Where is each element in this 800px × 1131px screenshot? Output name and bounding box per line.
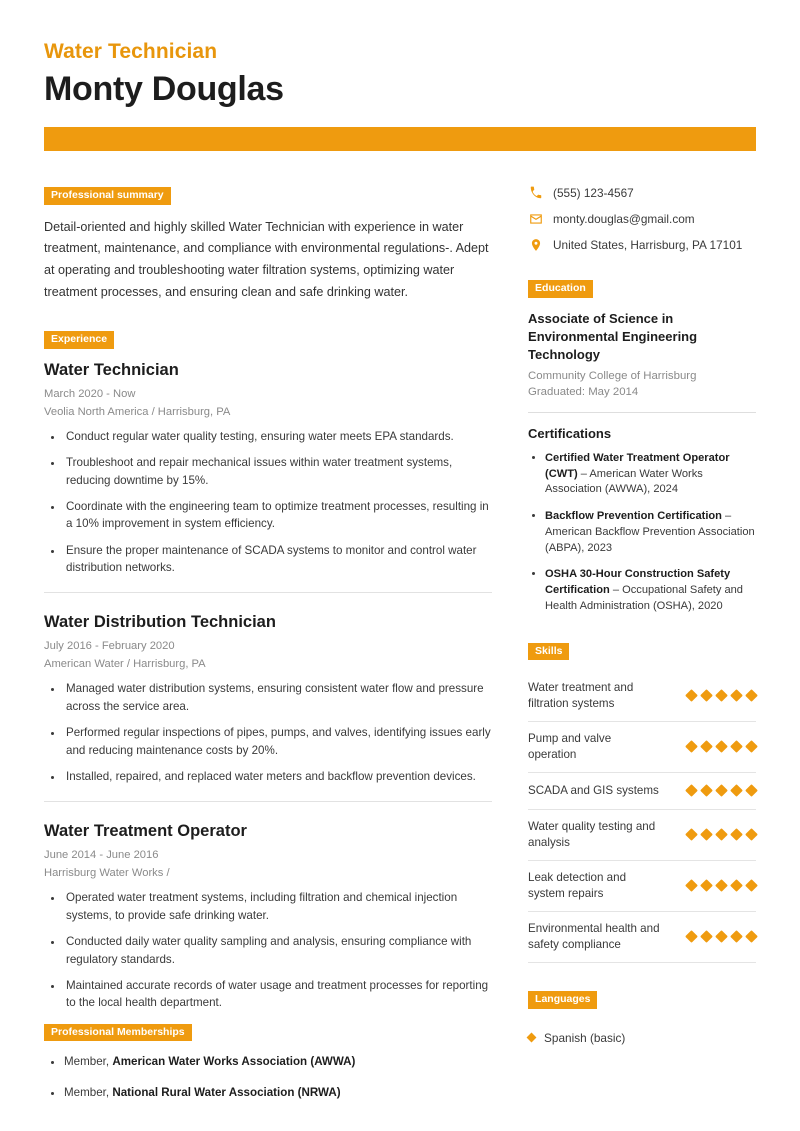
- location-pin-icon: [528, 237, 543, 252]
- experience-entry: [44, 361, 492, 577]
- education-graduated: Graduated: May 2014: [528, 385, 639, 398]
- diamond-icon: [745, 828, 758, 841]
- diamond-icon: [730, 930, 743, 943]
- certification-name: Backflow Prevention Certification: [545, 510, 722, 523]
- list-item: • Performed regular inspections of pipes, pumps, and valves, identifying issues early and reducing maintenance costs by 20%.: [64, 724, 492, 759]
- summary-text: Detail-oriented and highly skilled Water Technician with experience in water treatment, maintenance, and compliance with environmental regulations-. Adept at operating and troubleshooting water filtration systems, optimizing water treatment processes, and ensuring clean and safe drinking water.: [44, 219, 489, 299]
- section-label-summary: Professional summary: [44, 187, 171, 205]
- diamond-icon: [745, 784, 758, 797]
- language-row: [528, 1031, 756, 1045]
- header-full-name: Monty Douglas: [44, 70, 284, 108]
- list-item: • Ensure the proper maintenance of SCADA systems to monitor and control water distribution networks.: [64, 542, 492, 577]
- skill-rating: [681, 687, 756, 705]
- diamond-icon: [745, 930, 758, 943]
- experience-company: Veolia North America / Harrisburg, PA: [44, 405, 231, 418]
- certification-detail: – Occupational Safety and Health Administration (OSHA), 2020: [545, 584, 743, 612]
- experience-company: American Water / Harrisburg, PA: [44, 658, 206, 671]
- skill-row: [528, 861, 756, 912]
- diamond-icon: [700, 930, 713, 943]
- diamond-icon: [745, 740, 758, 753]
- language-name: Spanish (basic): [544, 1030, 626, 1045]
- resume-header: [44, 40, 756, 151]
- diamond-icon: [700, 879, 713, 892]
- diamond-icon: [715, 740, 728, 753]
- phone-icon: [528, 185, 543, 200]
- contact-location: [528, 237, 756, 252]
- skill-row: [528, 810, 756, 861]
- section-experience: [44, 329, 492, 1012]
- list-item: • Conducted daily water quality sampling and analysis, ensuring compliance with regulatory standards.: [64, 933, 492, 968]
- section-education: [528, 278, 756, 398]
- skills-list: [528, 676, 756, 963]
- skill-row: [528, 912, 756, 963]
- skill-rating: [681, 826, 756, 844]
- diamond-icon: [715, 828, 728, 841]
- education-degree: Associate of Science in Environmental Engineering Technology: [528, 310, 698, 363]
- contact-block: [528, 185, 756, 252]
- diamond-icon: [730, 689, 743, 702]
- contact-email: [528, 211, 756, 226]
- header-job-title: Water Technician: [44, 40, 218, 63]
- section-languages: [528, 989, 756, 1045]
- list-item: • Installed, repaired, and replaced water meters and backflow prevention devices.: [64, 768, 492, 785]
- diamond-icon: [700, 689, 713, 702]
- diamond-icon: [745, 879, 758, 892]
- certification-detail: – American Backflow Prevention Association (ABPA), 2023: [545, 510, 755, 554]
- section-professional-summary: [44, 185, 492, 303]
- list-item: [64, 1084, 492, 1101]
- skill-rating: [681, 738, 756, 756]
- list-item: • Operated water treatment systems, including filtration and chemical injection systems, to provide safe drinking water.: [64, 889, 492, 924]
- membership-organization: National Rural Water Association (NRWA): [112, 1085, 341, 1099]
- list-item: • Conduct regular water quality testing, ensuring water meets EPA standards.: [64, 428, 492, 445]
- section-certifications: [528, 426, 756, 615]
- contact-phone-value: (555) 123-4567: [553, 185, 634, 200]
- accent-bar: [44, 127, 756, 151]
- left-column: [44, 185, 492, 1114]
- experience-company: Harrisburg Water Works /: [44, 867, 170, 880]
- list-item: • Maintained accurate records of water usage and treatment processes for reporting to the local health department.: [64, 977, 492, 1012]
- membership-organization: American Water Works Association (AWWA): [112, 1055, 356, 1069]
- divider: [44, 801, 492, 802]
- skill-name: Leak detection and system repairs: [528, 871, 627, 901]
- section-label-experience: Experience: [44, 331, 114, 349]
- section-label-skills: Skills: [528, 643, 569, 661]
- experience-title: Water Distribution Technician: [44, 613, 276, 632]
- experience-title: Water Technician: [44, 360, 179, 379]
- divider: [44, 592, 492, 593]
- section-skills: [528, 641, 756, 963]
- diamond-icon: [745, 689, 758, 702]
- certification-name: Certified Water Treatment Operator (CWT): [545, 451, 730, 480]
- diamond-icon: [715, 879, 728, 892]
- diamond-icon: [685, 689, 698, 702]
- list-item: • Managed water distribution systems, ensuring consistent water flow and pressure across the service area.: [64, 680, 492, 715]
- diamond-icon: [700, 828, 713, 841]
- skill-row: [528, 773, 756, 810]
- diamond-icon: [730, 879, 743, 892]
- list-item: [64, 1053, 492, 1070]
- list-item: [545, 567, 756, 614]
- skill-name: Water quality testing and analysis: [528, 820, 656, 850]
- skill-name: Environmental health and safety compliance: [528, 922, 660, 952]
- experience-bullets: [44, 428, 492, 577]
- diamond-icon: [700, 740, 713, 753]
- skill-name: Pump and valve operation: [528, 732, 612, 762]
- certification-detail: – American Water Works Association (AWWA), 2024: [545, 467, 703, 496]
- experience-dates: July 2016 - February 2020: [44, 640, 175, 653]
- diamond-icon: [730, 784, 743, 797]
- diamond-icon: [730, 828, 743, 841]
- diamond-icon: [700, 784, 713, 797]
- membership-prefix: Member,: [64, 1055, 113, 1069]
- right-column: [528, 185, 756, 1114]
- certifications-heading: Certifications: [528, 425, 612, 441]
- skill-name: SCADA and GIS systems: [528, 784, 659, 798]
- membership-prefix: Member,: [64, 1085, 113, 1099]
- section-professional-memberships: [44, 1022, 492, 1101]
- resume-body: [44, 185, 756, 1114]
- diamond-icon: [715, 689, 728, 702]
- experience-dates: March 2020 - Now: [44, 387, 136, 400]
- contact-phone: [528, 185, 756, 200]
- list-item: • Coordinate with the engineering team to optimize treatment processes, resulting in a 10% improvement in system efficiency.: [64, 498, 492, 533]
- experience-entry: [44, 822, 492, 1011]
- diamond-icon: [685, 784, 698, 797]
- diamond-icon: [685, 740, 698, 753]
- skill-rating: [681, 877, 756, 895]
- section-label-languages: Languages: [528, 991, 597, 1009]
- diamond-icon: [685, 930, 698, 943]
- memberships-list: [44, 1053, 492, 1101]
- list-item: [545, 451, 756, 498]
- skill-row: [528, 722, 756, 773]
- experience-entry: [44, 613, 492, 785]
- education-school: Community College of Harrisburg: [528, 369, 697, 382]
- diamond-bullet-icon: [527, 1033, 537, 1043]
- contact-location-value: United States, Harrisburg, PA 17101: [553, 237, 743, 252]
- diamond-icon: [715, 784, 728, 797]
- list-item: [545, 509, 756, 556]
- experience-bullets: [44, 680, 492, 785]
- skill-rating: [681, 928, 756, 946]
- diamond-icon: [685, 828, 698, 841]
- certifications-list: [528, 451, 756, 615]
- experience-title: Water Treatment Operator: [44, 822, 247, 841]
- section-label-education: Education: [528, 280, 593, 298]
- skill-row: [528, 676, 756, 722]
- diamond-icon: [685, 879, 698, 892]
- experience-bullets: [44, 889, 492, 1011]
- divider: [528, 412, 756, 413]
- diamond-icon: [730, 740, 743, 753]
- contact-email-value: monty.douglas@gmail.com: [553, 211, 695, 226]
- list-item: • Troubleshoot and repair mechanical issues within water treatment systems, reducing downtime by 15%.: [64, 454, 492, 489]
- diamond-icon: [715, 930, 728, 943]
- skill-name: Water treatment and filtration systems: [528, 681, 634, 711]
- experience-dates: June 2014 - June 2016: [44, 849, 159, 862]
- section-label-memberships: Professional Memberships: [44, 1024, 192, 1042]
- envelope-icon: [528, 211, 543, 226]
- skill-rating: [681, 782, 756, 800]
- certification-name: OSHA 30-Hour Construction Safety Certification: [545, 568, 731, 597]
